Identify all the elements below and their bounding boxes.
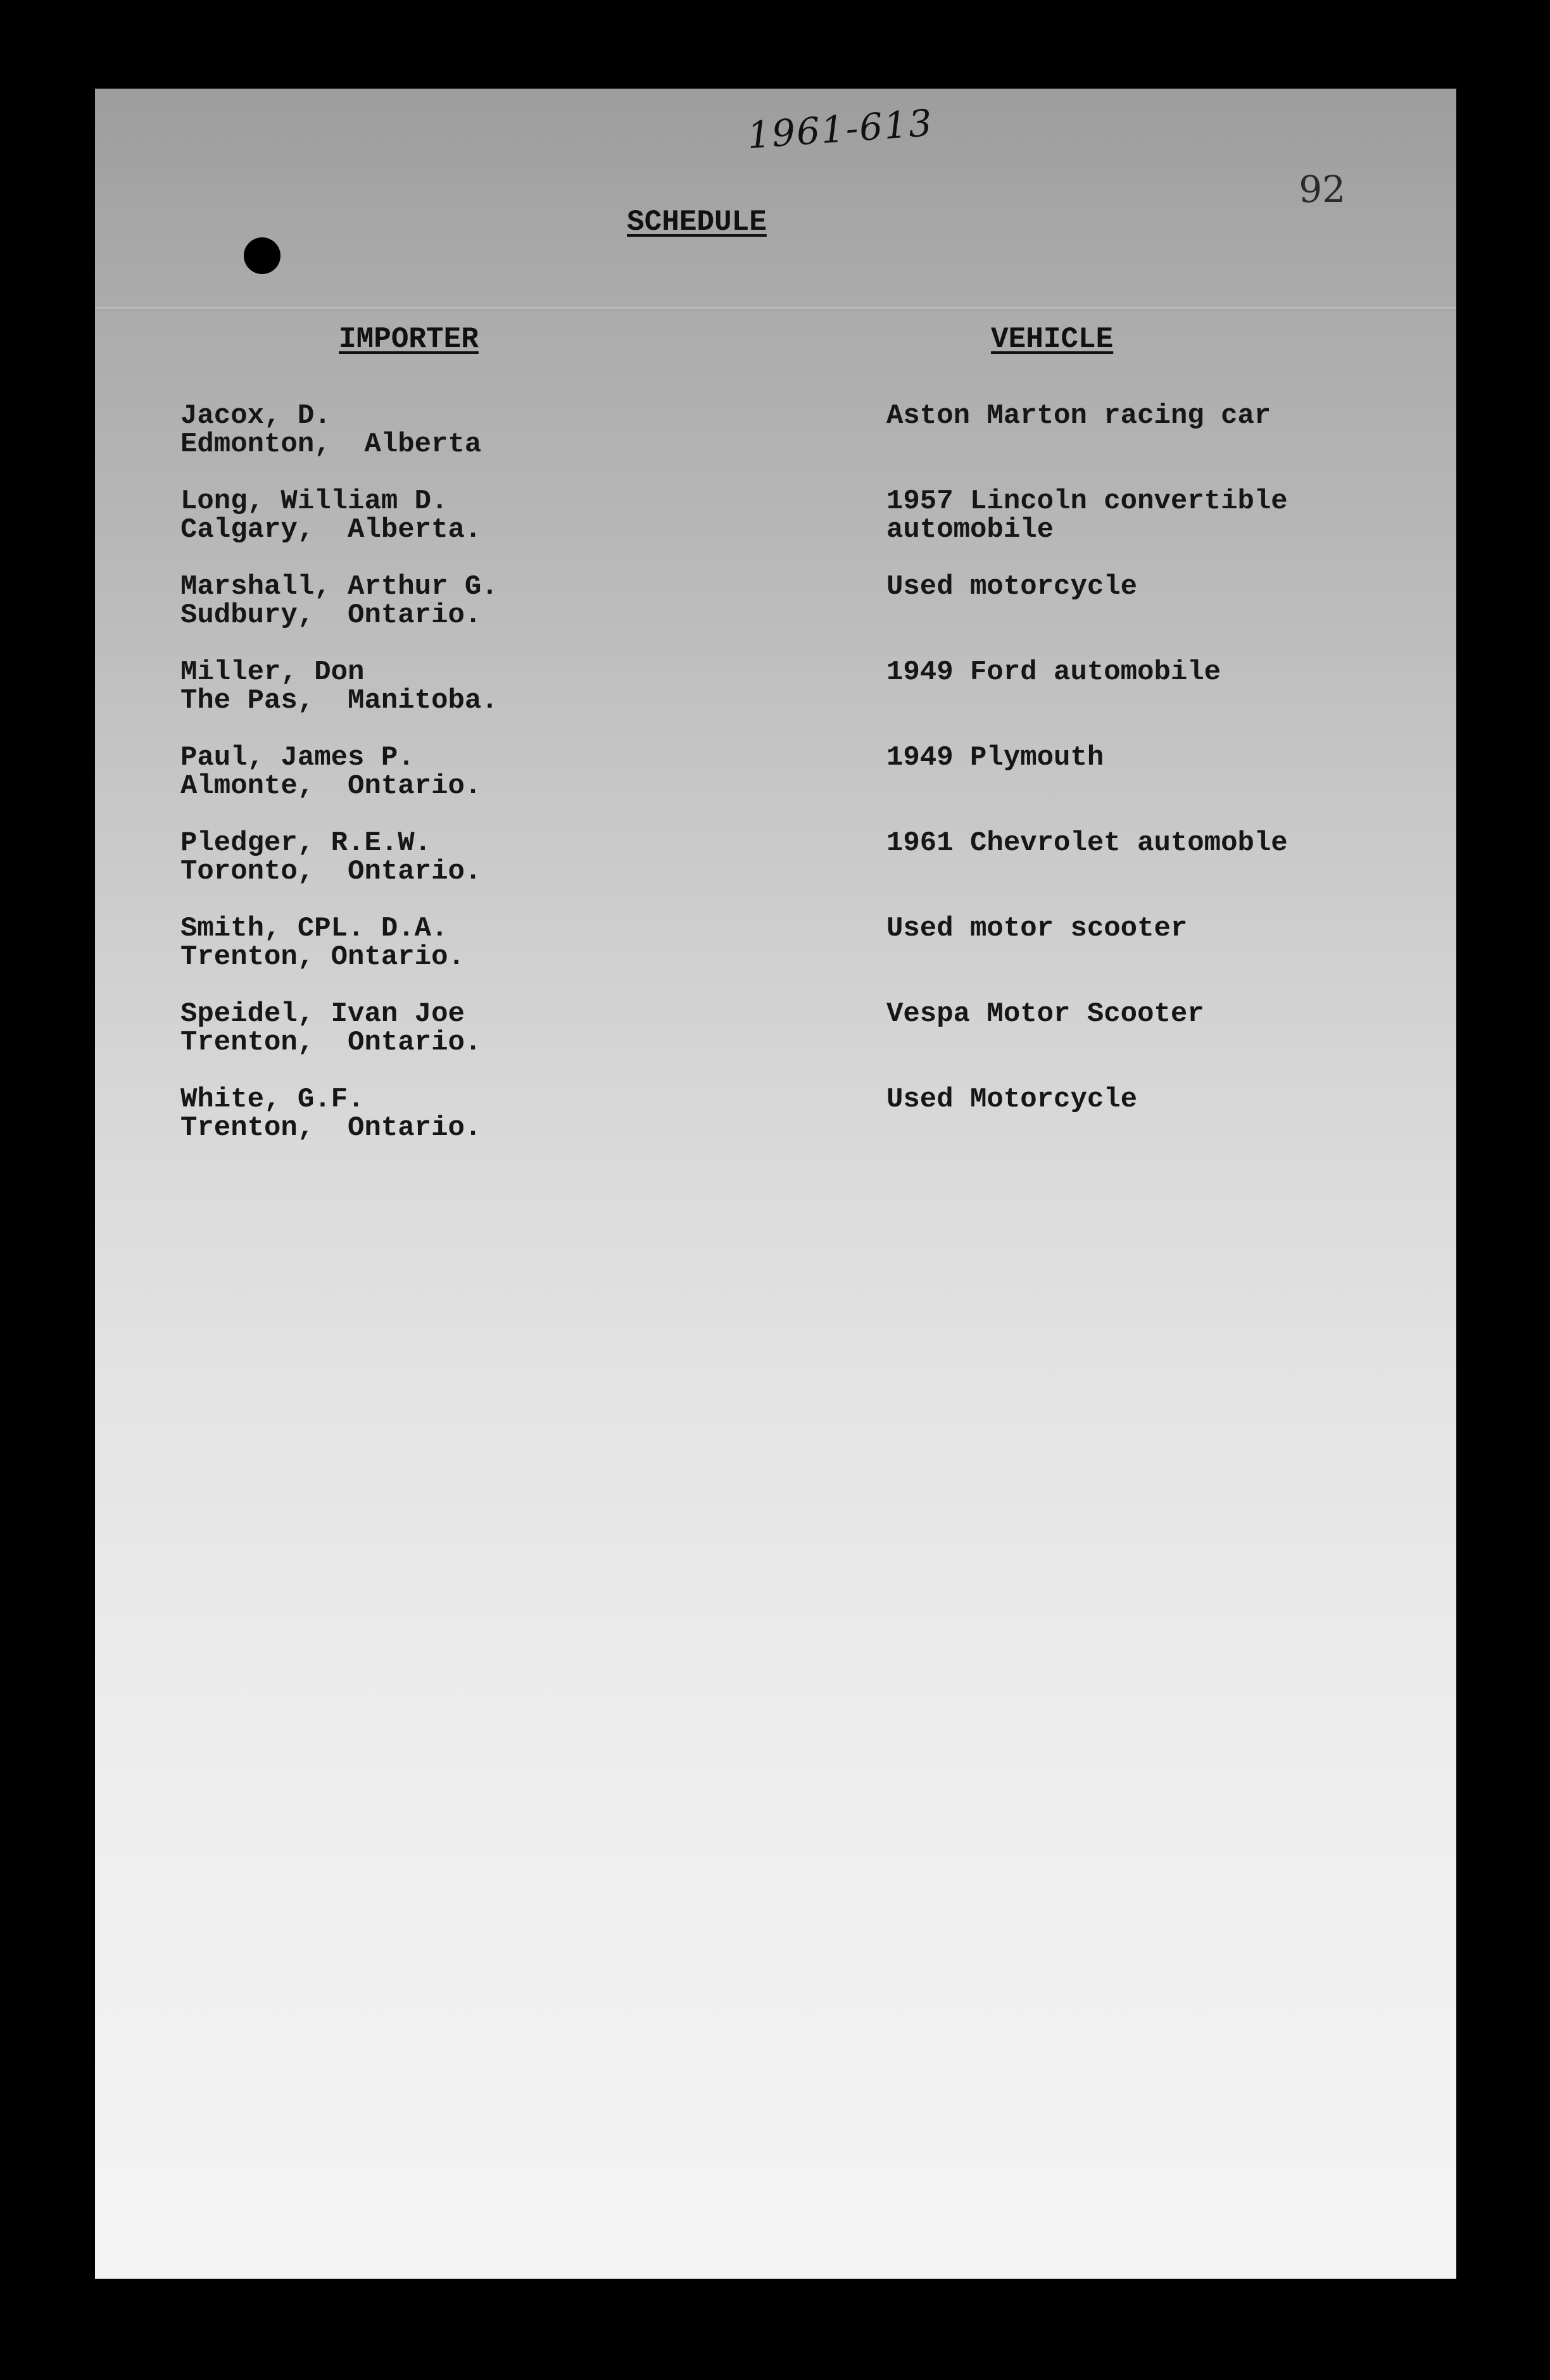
importer-location: Toronto, Ontario. [180, 856, 482, 887]
page-fold [95, 307, 1456, 311]
importer-cell [180, 1000, 814, 1057]
importer-cell [180, 915, 814, 972]
vehicle-cell [886, 915, 1418, 943]
vehicle-description: Aston Marton racing car [886, 400, 1271, 432]
table-row [180, 744, 1415, 829]
importer-name: Speidel, Ivan Joe [180, 998, 465, 1030]
importer-location: Trenton, Ontario. [180, 1027, 482, 1058]
vehicle-description: Vespa Motor Scooter [886, 998, 1204, 1030]
vehicle-description: Used Motorcycle [886, 1084, 1138, 1115]
table-row [180, 658, 1415, 744]
importer-location: Edmonton, Alberta [180, 429, 482, 460]
importer-name: Jacox, D. [180, 400, 331, 432]
importer-cell [180, 658, 814, 715]
vehicle-cell [886, 829, 1418, 858]
importer-cell [180, 573, 814, 630]
vehicle-description: 1949 Ford automobile [886, 656, 1221, 688]
table-row [180, 829, 1415, 915]
table-row [180, 402, 1415, 487]
importer-location: Calgary, Alberta. [180, 514, 482, 546]
importer-cell [180, 487, 814, 544]
vehicle-description: 1961 Chevrolet automoble [886, 827, 1288, 859]
vehicle-description: 1957 Lincoln convertible [886, 485, 1288, 517]
handwritten-reference: 1961-613 [745, 101, 935, 158]
importer-cell [180, 402, 814, 459]
vehicle-cell [886, 402, 1418, 430]
punch-hole-icon [244, 237, 280, 274]
importer-name: Miller, Don [180, 656, 365, 688]
importer-name: Long, William D. [180, 485, 448, 517]
importer-name: Marshall, Arthur G. [180, 571, 498, 603]
document-title: SCHEDULE [627, 206, 767, 239]
vehicle-column-header: VEHICLE [991, 323, 1114, 356]
importer-location: Sudbury, Ontario. [180, 599, 482, 631]
importer-name: Pledger, R.E.W. [180, 827, 432, 859]
table-row [180, 573, 1415, 658]
vehicle-cell [886, 487, 1418, 544]
table-row [180, 1000, 1415, 1086]
importer-name: White, G.F. [180, 1084, 365, 1115]
importer-location: The Pas, Manitoba. [180, 685, 498, 717]
importer-location: Trenton, Ontario. [180, 1112, 482, 1144]
importer-name: Smith, CPL. D.A. [180, 913, 448, 944]
vehicle-cell [886, 744, 1418, 772]
importer-location: Trenton, Ontario. [180, 941, 465, 973]
page-number: 92 [1299, 168, 1345, 211]
table-row [180, 487, 1415, 573]
document-page [95, 89, 1456, 2279]
importer-name: Paul, James P. [180, 742, 415, 774]
importer-location: Almonte, Ontario. [180, 770, 482, 802]
vehicle-cell [886, 1086, 1418, 1114]
table-row [180, 915, 1415, 1000]
importer-cell [180, 744, 814, 801]
vehicle-description-cont: automobile [886, 514, 1054, 546]
vehicle-description: Used motor scooter [886, 913, 1188, 944]
vehicle-description: 1949 Plymouth [886, 742, 1104, 774]
vehicle-cell [886, 1000, 1418, 1029]
schedule-table [180, 402, 1415, 1171]
importer-cell [180, 829, 814, 886]
vehicle-cell [886, 573, 1418, 601]
importer-column-header: IMPORTER [339, 323, 479, 356]
table-row [180, 1086, 1415, 1171]
vehicle-description: Used motorcycle [886, 571, 1138, 603]
importer-cell [180, 1086, 814, 1143]
vehicle-cell [886, 658, 1418, 687]
